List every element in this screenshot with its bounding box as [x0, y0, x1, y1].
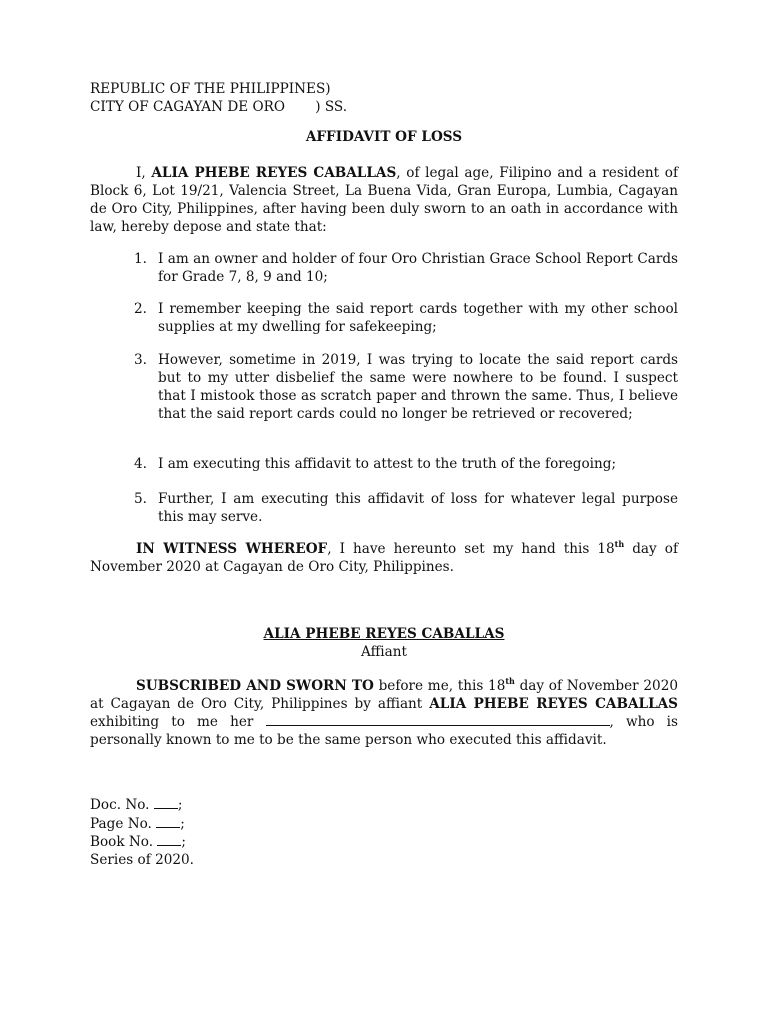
intro-text: , of legal age, Filipino and a resident of Block 6, Lot 19/21, Valencia Street, La Buena Vida, Gran Europa, Lumbia, Cagayan de Oro City, Philippines, after having been duly sworn to an oath in accordance with law, hereby depose and state that: [90, 165, 679, 235]
intro-paragraph [90, 164, 678, 236]
affiant-name-signature: ALIA PHEBE REYES CABALLAS [263, 626, 505, 642]
witness-text: , I have hereunto set my hand this 18 [327, 541, 615, 557]
ordinal-suffix: th [614, 539, 625, 549]
blank-line [157, 833, 181, 846]
caption-republic: REPUBLIC OF THE PHILIPPINES) [90, 81, 331, 97]
jurat-text: before me, this 18 [373, 678, 506, 694]
affiant-name-jurat: ALIA PHEBE REYES CABALLAS [429, 696, 678, 712]
intro-prefix: I, [136, 165, 152, 181]
item-text: I remember keeping the said report cards together with my other school supplies at my dwelling for safekeeping; [158, 301, 678, 335]
jurat-paragraph [90, 677, 678, 749]
jurat-text-date: day of November 2020 at Cagayan de Oro City, Philippines by affiant [90, 678, 678, 712]
doc-number: Doc. No. ; [90, 797, 183, 813]
item-text: I am executing this affidavit to attest to the truth of the foregoing; [158, 456, 617, 472]
item-number: 4. [134, 456, 147, 472]
ordinal-suffix: th [505, 676, 515, 686]
list-item [134, 490, 678, 526]
affiant-signature-block [90, 625, 678, 661]
affiant-name-intro: ALIA PHEBE REYES CABALLAS [151, 165, 397, 181]
jurat-text-exhibiting: exhibiting to me her [90, 714, 254, 730]
item-number: 2. [134, 301, 147, 317]
witness-text-end: day of November 2020 at Cagayan de Oro City, Philippines. [90, 541, 678, 575]
item-number: 5. [134, 491, 147, 507]
blank-line [154, 796, 178, 809]
series-year: Series of 2020. [90, 851, 194, 868]
page-number: Page No. ; [90, 815, 185, 832]
item-text: However, sometime in 2019, I was trying to locate the said report cards but to my utter disbelief the same were nowhere to be found. I suspect that I mistook those as scratch paper and thrown the same. Thus, I believe that the said report cards could no longer be retrieved or recovered; [158, 352, 678, 422]
notarial-register [90, 796, 194, 869]
jurat-heading: SUBSCRIBED AND SWORN TO [136, 678, 374, 694]
item-number: 3. [134, 352, 147, 368]
id-blank-line [266, 713, 610, 726]
witness-heading: IN WITNESS WHEREOF [136, 541, 328, 557]
jurat-text-end: , who is personally known to me to be the same person who executed this affidavit. [90, 714, 678, 748]
venue-caption [90, 80, 347, 116]
book-number: Book No. ; [90, 834, 186, 850]
list-item [134, 300, 678, 336]
blank-line [156, 815, 180, 828]
item-text: Further, I am executing this affidavit of loss for whatever legal purpose this may serve. [158, 491, 678, 525]
document-title: AFFIDAVIT OF LOSS [305, 129, 463, 145]
item-text: I am an owner and holder of four Oro Christian Grace School Report Cards for Grade 7, 8, 9 and 10; [158, 251, 678, 285]
witness-paragraph [90, 540, 678, 576]
item-number: 1. [134, 251, 147, 267]
caption-city: CITY OF CAGAYAN DE ORO ) SS. [90, 99, 348, 115]
list-item [134, 250, 678, 286]
list-item [134, 455, 678, 473]
affiant-label: Affiant [361, 644, 407, 660]
list-item [134, 351, 678, 423]
